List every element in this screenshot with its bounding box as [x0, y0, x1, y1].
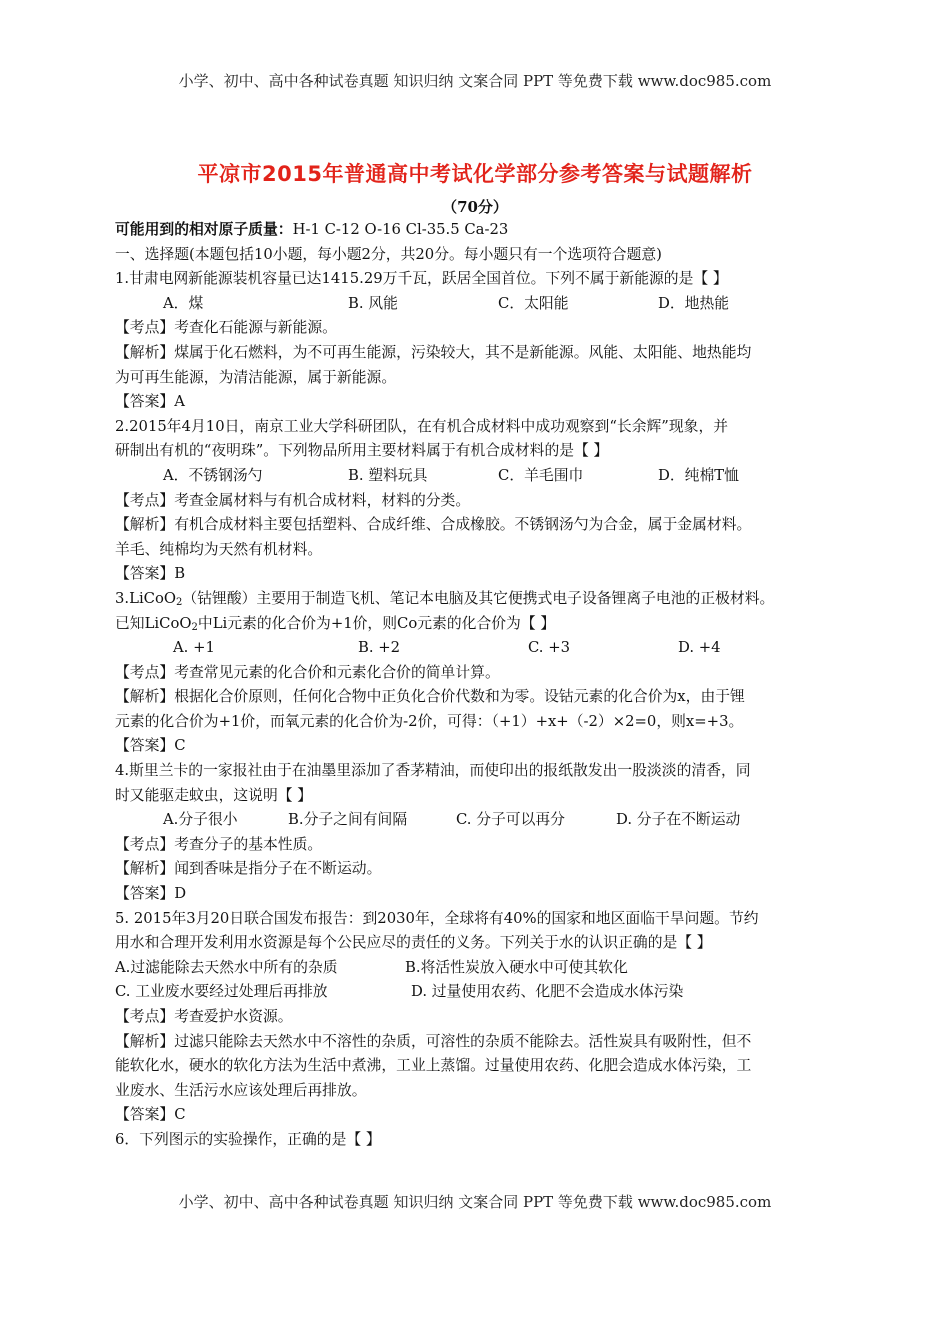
kaodian-label: 【考点】 — [115, 491, 175, 509]
atomic-mass-label: 可能用到的相对原子质量： — [115, 221, 293, 238]
answer-line — [115, 562, 840, 587]
option-a: A．煤 — [163, 294, 204, 312]
page-title: 平凉市2015年普通高中考试化学部分参考答案与试题解析 — [197, 162, 753, 186]
option-d: D. 分子在不断运动 — [616, 811, 741, 829]
question-6 — [115, 1128, 840, 1153]
kaodian-text: 考查化石能源与新能源。 — [174, 319, 337, 337]
question-options — [115, 808, 840, 833]
option-c: C. 工业废水要经过处理后再排放 — [115, 983, 328, 1001]
jiexi-label: 【解析】 — [115, 688, 175, 706]
option-b: B. +2 — [358, 639, 401, 657]
jiexi-line — [115, 513, 840, 538]
question-stem: 研制出有机的“夜明珠”。下列物品所用主要材料属于有机合成材料的是【 】 — [115, 442, 609, 460]
answer-line — [115, 734, 840, 759]
footer-banner: 小学、初中、高中各种试卷真题 知识归纳 文案合同 PPT 等免费下载 www.doc985.com — [178, 1193, 772, 1211]
option-a: A.分子很小 — [163, 811, 238, 829]
option-c: C．太阳能 — [498, 294, 569, 312]
document-body — [115, 218, 840, 1153]
stem-text: （钴锂酸）主要用于制造飞机、笔记本电脑及其它便携式电子设备锂离子电池的正极材料。 — [182, 589, 775, 607]
answer-label: 【答案】 — [115, 885, 175, 903]
question-options — [115, 292, 840, 317]
answer-line — [115, 390, 840, 415]
subscript: 2 — [176, 596, 183, 608]
header-banner: 小学、初中、高中各种试卷真题 知识归纳 文案合同 PPT 等免费下载 www.doc985.com — [178, 72, 772, 90]
kaodian-line — [115, 661, 840, 686]
jiexi-text: 根据化合价原则，任何化合物中正负化合价代数和为零。设钴元素的化合价为x，由于锂 — [174, 688, 745, 706]
kaodian-text: 考查分子的基本性质。 — [174, 835, 323, 853]
answer-line — [115, 882, 840, 907]
question-1 — [115, 267, 840, 415]
kaodian-line — [115, 833, 840, 858]
question-stem: 6．下列图示的实验操作，正确的是【 】 — [115, 1130, 381, 1148]
jiexi-line: 业废水、生活污水应该处理后再排放。 — [115, 1081, 367, 1099]
answer-value: A — [174, 393, 185, 411]
question-options — [115, 980, 840, 1005]
option-d: D. 过量使用农药、化肥不会造成水体污染 — [411, 983, 684, 1001]
option-c: C. 分子可以再分 — [456, 811, 565, 829]
stem-text: 3.LiCoO — [115, 589, 177, 607]
question-options — [115, 464, 840, 489]
stem-text: 已知LiCoO — [115, 614, 192, 632]
jiexi-line: 能软化水，硬水的软化方法为生活中煮沸，工业上蒸馏。过量使用农药、化肥会造成水体污染，工 — [115, 1057, 752, 1075]
option-d: D．纯棉T恤 — [658, 466, 739, 484]
jiexi-text: 有机合成材料主要包括塑料、合成纤维、合成橡胶。不锈钢汤勺为合金，属于金属材料。 — [174, 516, 752, 534]
jiexi-label: 【解析】 — [115, 860, 175, 878]
jiexi-line: 羊毛、纯棉均为天然有机材料。 — [115, 540, 323, 558]
question-stem: 5. 2015年3月20日联合国发布报告：到2030年，全球将有40%的国家和地区面临干旱问题。节约 — [115, 909, 759, 927]
option-a: A.过滤能除去天然水中所有的杂质 — [115, 958, 338, 976]
answer-label: 【答案】 — [115, 737, 175, 755]
jiexi-label: 【解析】 — [115, 343, 175, 361]
option-b: B.将活性炭放入硬水中可使其软化 — [405, 958, 628, 976]
answer-value: C — [174, 737, 186, 755]
question-3 — [115, 587, 840, 759]
stem-text: 中Li元素的化合价为+1价，则Co元素的化合价为【 】 — [197, 614, 556, 632]
jiexi-line — [115, 1030, 840, 1055]
question-5 — [115, 907, 840, 1128]
kaodian-line — [115, 316, 840, 341]
answer-line — [115, 1103, 840, 1128]
answer-label: 【答案】 — [115, 565, 175, 583]
kaodian-line — [115, 1005, 840, 1030]
option-a: A. +1 — [173, 639, 215, 657]
section-heading: 一、选择题(本题包括10小题，每小题2分，共20分。每小题只有一个选项符合题意) — [115, 245, 662, 263]
question-stem: 用水和合理开发利用水资源是每个公民应尽的责任的义务。下列关于水的认识正确的是【 】 — [115, 934, 712, 952]
jiexi-label: 【解析】 — [115, 1032, 175, 1050]
atomic-mass-line — [115, 218, 840, 243]
question-4 — [115, 759, 840, 907]
question-stem — [115, 612, 840, 637]
option-a: A．不锈钢汤勺 — [163, 466, 263, 484]
answer-value: D — [174, 885, 187, 903]
question-options — [115, 636, 840, 661]
answer-label: 【答案】 — [115, 1106, 175, 1124]
jiexi-line — [115, 341, 840, 366]
answer-value: C — [174, 1106, 186, 1124]
question-stem — [115, 587, 840, 612]
option-d: D．地热能 — [658, 294, 730, 312]
kaodian-label: 【考点】 — [115, 319, 175, 337]
jiexi-line: 为可再生能源，为清洁能源，属于新能源。 — [115, 368, 397, 386]
option-c: C．羊毛围巾 — [498, 466, 584, 484]
question-stem: 4.斯里兰卡的一家报社由于在油墨里添加了香茅精油，而使印出的报纸散发出一股淡淡的清香，同 — [115, 762, 751, 780]
question-stem: 2.2015年4月10日，南京工业大学科研团队，在有机合成材料中成功观察到“长余辉”现象，并 — [115, 417, 729, 435]
option-d: D. +4 — [678, 639, 721, 657]
option-b: B.分子之间有间隔 — [288, 811, 408, 829]
jiexi-text: 过滤只能除去天然水中不溶性的杂质，可溶性的杂质不能除去。活性炭具有吸附性，但不 — [174, 1032, 752, 1050]
option-b: B. 塑料玩具 — [348, 466, 428, 484]
jiexi-text: 煤属于化石燃料，为不可再生能源，污染较大，其不是新能源。风能、太阳能、地热能均 — [174, 343, 752, 361]
question-options — [115, 956, 840, 981]
question-stem: 1.甘肃电网新能源装机容量已达1415.29万千瓦，跃居全国首位。下列不属于新能源的是【 】 — [115, 270, 728, 288]
kaodian-text: 考查金属材料与有机合成材料，材料的分类。 — [174, 491, 471, 509]
kaodian-line — [115, 489, 840, 514]
jiexi-line — [115, 685, 840, 710]
jiexi-label: 【解析】 — [115, 516, 175, 534]
question-stem: 时又能驱走蚊虫，这说明【 】 — [115, 786, 313, 804]
jiexi-text: 闻到香味是指分子在不断运动。 — [174, 860, 382, 878]
option-b: B. 风能 — [348, 294, 398, 312]
kaodian-label: 【考点】 — [115, 1008, 175, 1025]
subscript: 2 — [191, 621, 198, 633]
kaodian-text: 考查爱护水资源。 — [174, 1008, 293, 1025]
kaodian-label: 【考点】 — [115, 663, 175, 681]
jiexi-line: 元素的化合价为+1价，而氧元素的化合价为-2价，可得：（+1）+x+（-2）×2=0，则x=+3。 — [115, 712, 744, 730]
jiexi-line — [115, 857, 840, 882]
page-subtitle: （70分） — [442, 198, 508, 216]
answer-label: 【答案】 — [115, 393, 175, 411]
answer-value: B — [174, 565, 186, 583]
option-c: C. +3 — [528, 639, 571, 657]
atomic-mass-values: H-1 C-12 O-16 Cl-35.5 Ca-23 — [292, 221, 509, 238]
kaodian-label: 【考点】 — [115, 835, 175, 853]
question-2 — [115, 415, 840, 587]
kaodian-text: 考查常见元素的化合价和元素化合价的简单计算。 — [174, 663, 500, 681]
